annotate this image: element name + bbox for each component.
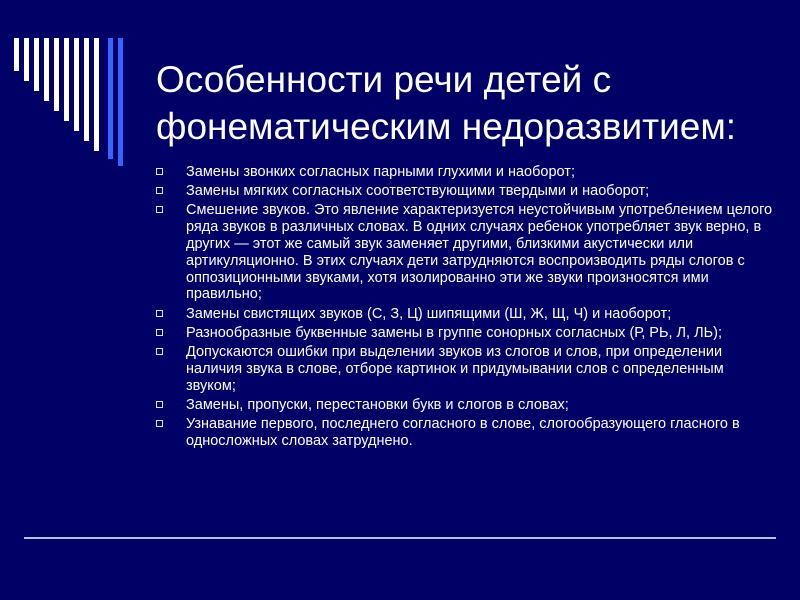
stripe <box>24 38 29 81</box>
stripe <box>84 38 89 141</box>
list-item-text: Разнообразные буквенные замены в группе сонорных согласных (Р, РЬ, Л, ЛЬ); <box>186 324 722 341</box>
stripe <box>44 38 49 101</box>
stripe-accent <box>118 38 123 166</box>
stripe <box>74 38 79 131</box>
hollow-square-bullet-icon <box>156 310 163 317</box>
list-item-text: Замены мягких согласных соответствующими твердыми и наоборот; <box>186 183 650 200</box>
hollow-square-bullet-icon <box>156 187 163 194</box>
slide-title <box>156 56 776 150</box>
stripe <box>14 38 19 71</box>
stripe <box>34 38 39 91</box>
list-item <box>156 183 776 200</box>
list-item-text: Замены, пропуски, перестановки букв и слогов в словах; <box>186 396 569 413</box>
list-item-text: Допускаются ошибки при выделении звуков из слогов и слов, при определении наличия звука в слове, отборе картинок и придумывании слов с определенным звуком; <box>186 343 724 394</box>
list-item-text: Узнавание первого, последнего согласного в слове, слогообразующего гласного в односложных словах затруднено. <box>186 415 740 449</box>
stripe <box>94 38 99 151</box>
stripe-accent <box>108 38 113 159</box>
list-item-text: Замены звонких согласных парными глухими и наоборот; <box>186 164 575 180</box>
title-line: фонематическим недоразвитием: <box>156 106 737 147</box>
list-item <box>156 325 776 342</box>
list-item-text: Смешение звуков. Это явление характеризуется неустойчивым употреблением целого ряда звуков в различных словах. В одних случаях ребенок употребляет звук верно, в других — этот же самый звук заменяет другими, близкими акустически или артикуляционно. В этих случаях дети затрудняются воспроизводить ряды слогов с оппозиционными звуками, хотя изолированно эти же звуки произносятся ими правильно; <box>186 202 773 303</box>
hollow-square-bullet-icon <box>156 348 163 355</box>
list-item-text: Замены свистящих звуков (С, З, Ц) шипящими (Ш, Ж, Щ, Ч) и наоборот; <box>186 305 672 322</box>
hollow-square-bullet-icon <box>156 206 163 213</box>
bullet-list <box>156 164 776 452</box>
hollow-square-bullet-icon <box>156 401 163 408</box>
list-item <box>156 202 776 303</box>
list-item <box>156 416 776 450</box>
hollow-square-bullet-icon <box>156 168 163 175</box>
hollow-square-bullet-icon <box>156 329 163 336</box>
bottom-divider <box>24 537 776 539</box>
hollow-square-bullet-icon <box>156 420 163 427</box>
list-item <box>156 344 776 394</box>
decorative-stripes <box>14 38 134 166</box>
list-item <box>156 306 776 323</box>
stripe <box>54 38 59 111</box>
list-item <box>156 397 776 414</box>
stripe <box>64 38 69 121</box>
list-item <box>156 164 776 181</box>
title-line: Особенности речи детей с <box>156 59 612 100</box>
